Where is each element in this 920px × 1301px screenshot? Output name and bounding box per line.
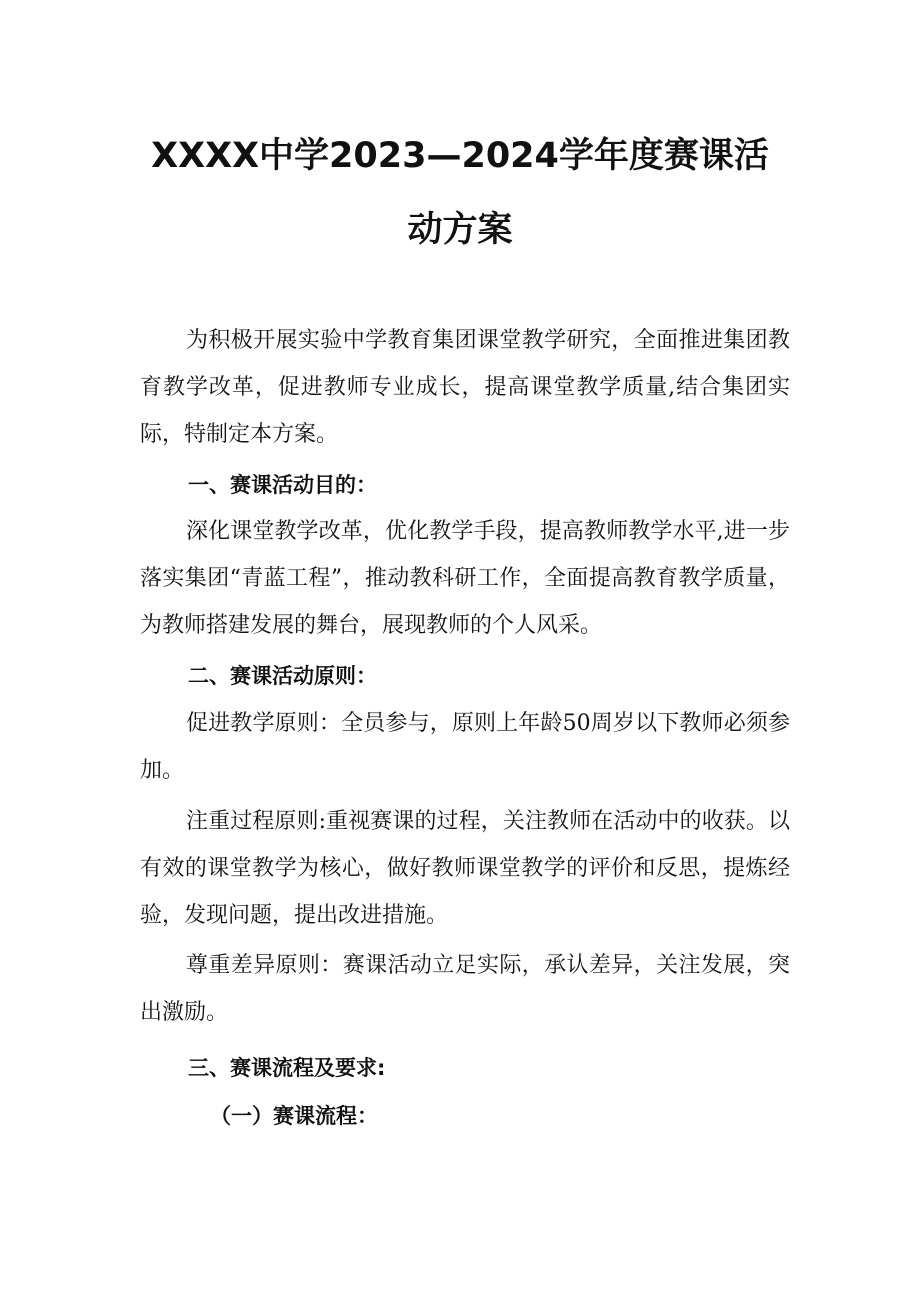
section-2-heading: 二、赛课活动原则： — [188, 664, 377, 688]
principle-1-paragraph: 促进教学原则：全员参与，原则上年龄50周岁以下教师必须参加。 — [140, 711, 790, 783]
intro-paragraph: 为积极开展实验中学教育集团课堂教学研究，全面推进集团教育教学改革，促进教师专业成长，提高课堂教学质量,结合集团实际，特制定本方案。 — [140, 328, 790, 447]
section-3-subheading: （一）赛课流程： — [210, 1104, 378, 1128]
principle-3-paragraph: 尊重差异原则：赛课活动立足实际，承认差异，关注发展，突出激励。 — [140, 953, 790, 1025]
document-title-line-1: XXXX中学2023—2024学年度赛课活 — [151, 136, 769, 176]
document-title-line-2: 动方案 — [407, 210, 513, 250]
section-1-paragraph: 深化课堂教学改革，优化教学手段，提高教师教学水平,进一步落实集团“青蓝工程”，推动教科研工作，全面提高教育教学质量，为教师搭建发展的舞台，展现教师的个人风采。 — [140, 519, 790, 638]
section-1-heading: 一、赛课活动目的： — [188, 473, 377, 497]
principle-2-paragraph: 注重过程原则:重视赛课的过程，关注教师在活动中的收获。以有效的课堂教学为核心，做好教师课堂教学的评价和反思，提炼经验，发现问题，提出改进措施。 — [140, 809, 790, 928]
section-3-heading: 三、赛课流程及要求: — [188, 1056, 386, 1080]
